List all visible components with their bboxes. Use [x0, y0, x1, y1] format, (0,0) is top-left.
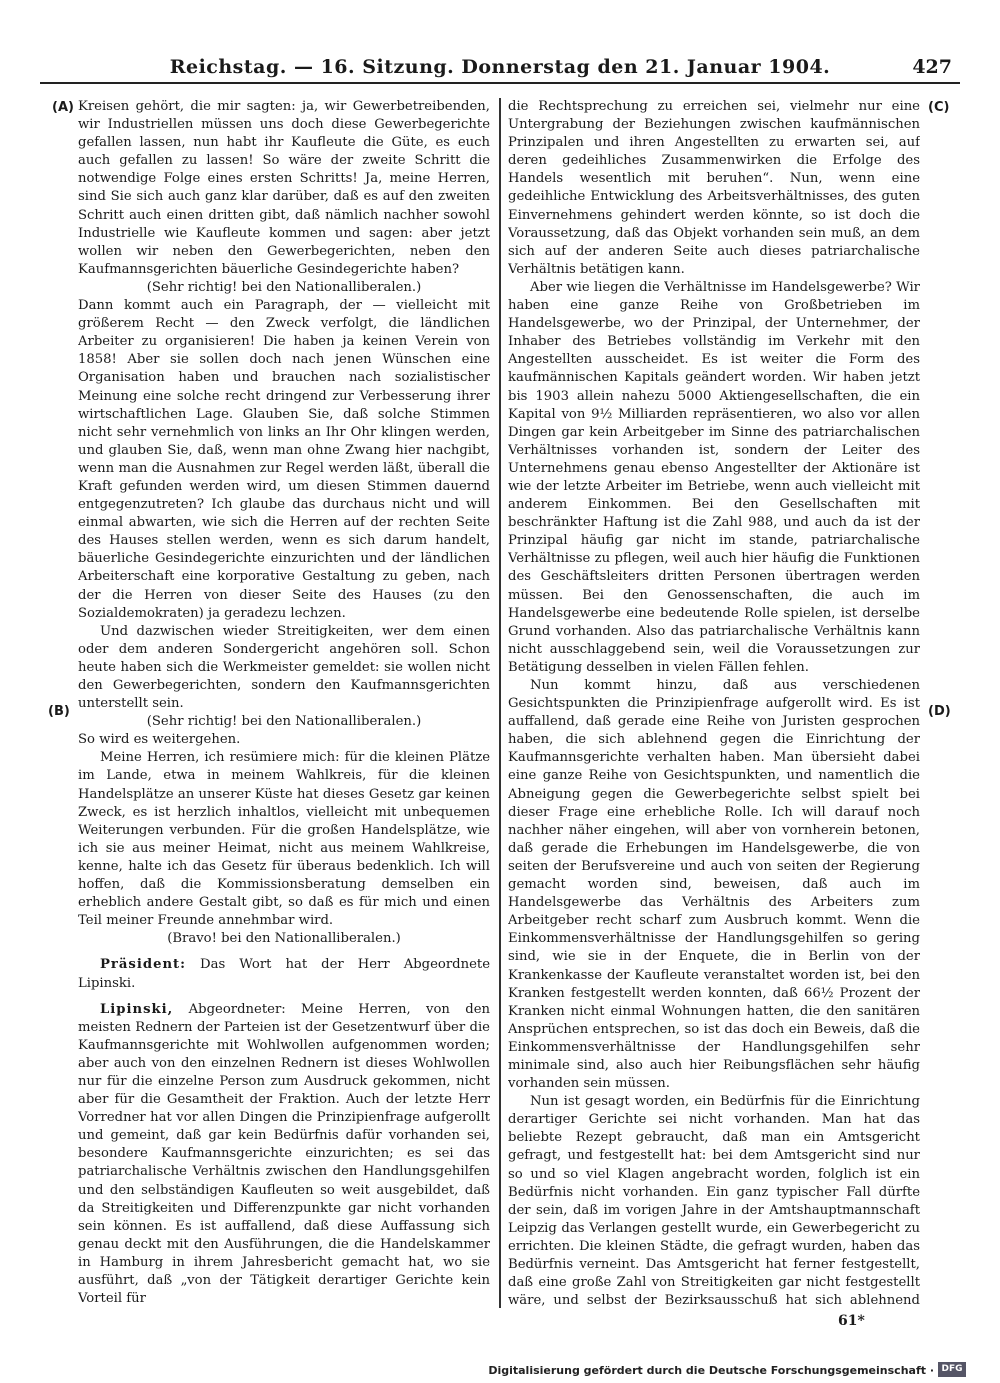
- speaker-text: Abgeordneter: Meine Herren, von den meisten Rednern der Parteien ist der Gesetzentwurf über die Kaufmannsgerichte mit Wohlwollen aufgenommen worden; aber auch von den einzelnen Rednern ist dieses Wohlwollen nur für die einzelne Person zum Ausdruck gekommen, nicht aber für die Gesamtheit der Fraktion. Auch der letzte Herr Vorredner hat vor allen Dingen die Prinzipienfrage aufgerollt und gemeint, daß gar kein Bedürfnis dafür vorhanden sei, besondere Kaufmannsgerichte einzurichten; es sei das patriarchalische Verhältnis zwischen den Handlungsgehilfen und den selbständigen Kaufleuten so weit ausgebildet, daß da Streitigkeiten und Differenzpunkte gar nicht vorhanden sein können. Es ist auffallend, daß diese Auffassung sich genau deckt mit den Ausführungen, die die Handelskammer in Hamburg in ihrem Jahresbericht gemacht hat, wo sie ausführt, daß „von der Tätigkeit derartiger Gerichte kein Vorteil für: [78, 1001, 490, 1307]
- paragraph: Meine Herren, ich resümiere mich: für die kleinen Plätze im Lande, etwa in meinem Wahlkreis, für die kleinen Handelsplätze an unserer Küste hat dieses Gesetz gar keinen Zweck, es ist herzlich inhaltlos, vielleicht mit unbequemen Weiterungen verbunden. Für die großen Handelsplätze, wie ich sie aus meiner Heimat, nicht aus meinem Wahlkreise, kenne, halte ich das Gesetz für überaus bedenklich. Ich will hoffen, daß die Kommissionsberatung demselben ein erheblich andere Gestalt gibt, so daß es für mich und einen Teil meiner Freunde annehmbar wird.: [78, 750, 490, 929]
- paragraph: Aber wie liegen die Verhältnisse im Handelsgewerbe? Wir haben eine ganze Reihe von Großbetrieben im Handelsgewerbe, wo der Prinzipal, der Unternehmer, der Inhaber des Betriebes vollständig im Verkehr mit den Angestellten ausscheidet. Es ist weiter die Form des kaufmännischen Kapitals geändert worden. Wir haben jetzt bis 1903 allein nahezu 5000 Aktiengesellschaften, die ein Kapital von 9½ Milliarden repräsentieren, wo also vor allen Dingen gar kein Arbeitgeber im Sinne des patriarchalischen Verhältnisses vorhanden ist, sondern der Leiter des Unternehmens genau ebenso Angestellter der Aktionäre ist wie der letzte Arbeiter im Betriebe, wenn auch vielleicht mit anderem Einkommen. Bei den Gesellschaften mit beschränkter Haftung ist die Zahl 988, und auch da ist der Prinzipal häufig gar nicht im stande, patriarchalische Verhältnisse zu pflegen, weil auch hier häufig die Funktionen des Geschäftsleiters dritten Personen übertragen werden müssen. Bei den Genossenschaften, die auch im Handelsgewerbe eine bedeutende Rolle spielen, ist derselbe Grund vorhanden. Also das patriarchalische Verhältnis kann nicht ausschlaggebend sein, weil die Voraussetzungen zur Betätigung desselben in vielen Fällen fehlen.: [508, 279, 920, 675]
- interjection: (Sehr richtig! bei den Nationalliberalen.): [146, 279, 422, 295]
- margin-marker-b: (B): [48, 704, 70, 719]
- margin-marker-c: (C): [928, 100, 950, 115]
- page-number: 427: [912, 56, 952, 78]
- paragraph: So wird es weitergehen.: [78, 732, 241, 748]
- dfg-logo: DFG: [938, 1362, 966, 1377]
- president-label: Präsident:: [100, 957, 187, 973]
- margin-marker-a: (A): [52, 100, 74, 115]
- paragraph: Dann kommt auch ein Paragraph, der — vielleicht mit größerem Recht — den Zweck verfolgt, die ländlichen Arbeiter zu organisieren! Die haben ja keinen Verein von 1858! Aber sie sollen doch nach jenen Wünschen eine Organisation haben und brauchen nach sozialistischer Meinung eine solche recht dringend zur Verbesserung ihrer wirtschaftlichen Lage. Glauben Sie, daß solche Stimmen nicht sehr vernehmlich von links an Ihr Ohr klingen werden, und glauben Sie, daß, wenn man ohne Zwang hier nachgibt, wenn man die Ausnahmen zur Regel werden läßt, überall die Kraft gefunden werden wird, um diesen Stimmen dauernd entgegenzutreten? Ich glaube das durchaus nicht und will einmal abwarten, wie sich die Herren auf der rechten Seite des Hauses stellen werden, wenn es sich darum handelt, bäuerliche Gesindegerichte einzurichten und der ländlichen Arbeiterschaft eine korporative Gestaltung zu geben, nach der die Herren von dieser Seite des Hauses (zu den Sozialdemokraten) ja geradezu lechzen.: [78, 298, 490, 621]
- paragraph: Nun kommt hinzu, daß aus verschiedenen Gesichtspunkten die Prinzipienfrage aufgerollt wird. Es ist auffallend, daß gerade eine Reihe von Juristen gesprochen haben, die sich ablehnend gegen die Einrichtung der Kaufmannsgerichte verhalten haben. Man übersieht dabei eine ganze Reihe von Gesichtspunkten, und namentlich die Abneigung gegen die Gewerbegerichte selbst spielt bei dieser Frage eine erhebliche Rolle. Ich will darauf noch nachher näher eingehen, will aber von vornherein betonen, daß gerade die Erhebungen im Handelsgewerbe, die von seiten der Berufsvereine und auch von seiten der Regierung gemacht worden sind, beweisen, daß auch im Handelsgewerbe das Verhältnis des Arbeiters zum Arbeitgeber recht scharf zum Ausbruch kommt. Wenn die Einkommensverhältnisse der Handlungsgehilfen so gering sind, wie sie in der Enquete, die in Berlin von der Krankenkasse der Kaufleute veranstaltet worden ist, bei den Kranken festgestellt werden konnten, daß 66½ Prozent der Kranken nicht einmal Wohnungen hatten, die den sanitären Ansprüchen entsprechen, so ist das doch ein Beweis, daß die Einkommensverhältnisse der Handlungsgehilfen sehr minimale sind, also auch hier Reibungsflächen sehr häufig vorhanden sein müssen.: [508, 678, 920, 1092]
- digitization-credit: Digitalisierung gefördert durch die Deutsche Forschungsgemeinschaft ·: [488, 1364, 934, 1377]
- speaker-label: Lipinski,: [100, 1001, 174, 1017]
- header-title: Reichstag. — 16. Sitzung. Donnerstag den 21. Januar 1904.: [169, 56, 831, 78]
- sheet-signature: 61*: [838, 1313, 865, 1329]
- president-text: Das Wort hat der Herr Abgeordnete Lipinski.: [78, 957, 490, 991]
- paragraph: Nun ist gesagt worden, ein Bedürfnis für die Einrichtung derartiger Gerichte sei nicht vorhanden. Man hat das beliebte Rezept gebraucht, daß man ein Amtsgericht gefragt, und festgestellt hat: bei dem Amtsgericht sind nur so und so viel Klagen angebracht worden, folglich ist ein Bedürfnis nicht vorhanden. Ein ganz typischer Fall dürfte der sein, daß im vorigen Jahre in der Amtshauptmannschaft Leipzig das Verlangen gestellt wurde, ein Gewerbegericht zu errichten. Die kleinen Städte, die gefragt wurden, haben das Bedürfnis verneint. Das Amtsgericht hat ferner festgestellt, daß eine große Zahl von Streitigkeiten gar nicht festgestellt wäre, und selbst der Bezirksausschuß hat sich ablehnend: [508, 1094, 920, 1308]
- president-statement: [78, 956, 490, 992]
- speaker-statement: [78, 1001, 490, 1308]
- page-header: [40, 52, 960, 84]
- left-column: [78, 98, 490, 1308]
- paragraph: Und dazwischen wieder Streitigkeiten, wer dem einen oder dem anderen Sondergericht angehören soll. Schon heute haben sich die Werkmeister gemeldet: sie wollen nicht den Gewerbegerichten, sondern den Kaufmannsgerichten unterstellt sein.: [78, 623, 490, 712]
- paragraph: die Rechtsprechung zu erreichen sei, vielmehr nur eine Untergrabung der Beziehungen zwischen kaufmännischen Prinzipalen und ihren Angestellten zu erwarten sei, auf deren gedeihliches Zusammenwirken die Erfolge des Handels wesentlich mit beruhen“. Nun, wenn eine gedeihliche Entwicklung des Arbeitsverhältnisses, des guten Einvernehmens gehindert werden könnte, so ist doch die Voraussetzung, daß das Objekt vorhanden sein muß, an dem sich auf der anderen Seite auch dieses patriarchalische Verhältnis betätigen kann.: [508, 99, 920, 277]
- interjection: (Sehr richtig! bei den Nationalliberalen.): [146, 714, 422, 730]
- paragraph: Kreisen gehört, die mir sagten: ja, wir Gewerbetreibenden, wir Industriellen müssen uns doch diese Gewerbegerichte gefallen lassen, nun habt ihr Kaufleute die Güte, es euch auch gefallen zu lassen! So wäre der zweite Schritt die notwendige Folge eines ersten Schritts! Ja, meine Herren, sind Sie sich auch ganz klar darüber, daß es auf den zweiten Schritt auch einen dritten gibt, daß nämlich nachher sowohl Industrielle wie Kaufleute kommen und sagen: aber jetzt wollen wir neben den Gewerbegerichten, neben den Kaufmannsgerichten bäuerliche Gesindegerichte haben?: [78, 99, 490, 277]
- interjection: (Bravo! bei den Nationalliberalen.): [167, 931, 401, 947]
- column-divider: [499, 98, 501, 1308]
- margin-marker-d: (D): [928, 704, 951, 719]
- right-column: [508, 98, 920, 1308]
